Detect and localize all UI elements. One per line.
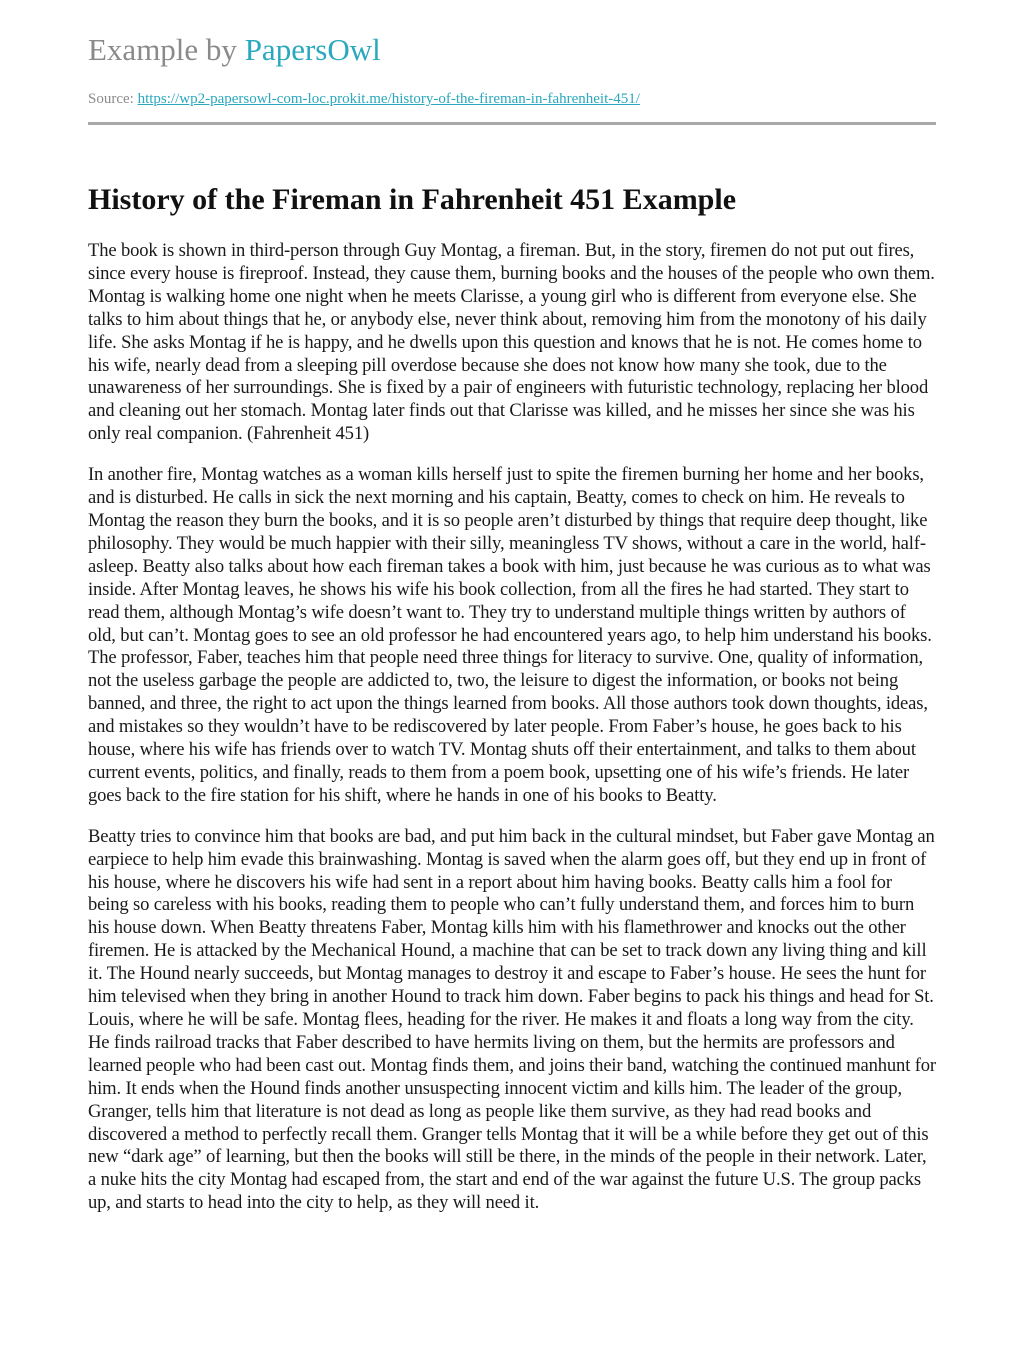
brand-header (88, 30, 381, 70)
brand-prefix: Example by (88, 32, 245, 67)
header-divider (88, 122, 936, 125)
page-title: History of the Fireman in Fahrenheit 451 Example (88, 183, 737, 216)
source-label: Source: (88, 91, 138, 107)
essay-paragraph-1: The book is shown in third-person through Guy Montag, a fireman. But, in the story, firemen do not put out fires, since every house is fireproof. Instead, they cause them, burning books and the houses of the people who own them. Montag is walking home one night when he meets Clarisse, a young girl who is different from everyone else. She talks to him about things that he, or anybody else, never think about, removing him from the monotony of his daily life. She asks Montag if he is happy, and he dwells upon this question and knows that he is not. He comes home to his wife, nearly dead from a sleeping pill overdose because she does not know how many she took, due to the unawareness of her surroundings. She is fixed by a pair of engineers with futuristic technology, replacing her blood and cleaning out her stomach. Montag later finds out that Clarisse was killed, and he misses her since she was his only real companion. (Fahrenheit 451) (88, 240, 935, 445)
essay-paragraph-2: In another fire, Montag watches as a woman kills herself just to spite the firemen burning her home and her books, and is disturbed. He calls in sick the next morning and his captain, Beatty, comes to check on him. He reveals to Montag the reason they burn the books, and it is so people aren’t disturbed by things that require deep thought, like philosophy. They would be much happier with their silly, meaningless TV shows, without a care in the world, half-asleep. Beatty also talks about how each fireman takes a book with him, just because he was curious as to what was inside. After Montag leaves, he shows his wife his book collection, from all the fires he had started. They start to read them, although Montag’s wife doesn’t want to. They try to understand multiple things written by authors of old, but can’t. Montag goes to see an old professor he had encountered years ago, to help him understand his books. The professor, Faber, teaches him that people need three things for literacy to survive. One, quality of information, not the useless garbage the people are addicted to, two, the leisure to digest the information, or books not being banned, and three, the right to act upon the things learned from books. All those authors took down thoughts, ideas, and mistakes so they wouldn’t have to be rediscovered by later people. From Faber’s house, he goes back to his house, where his wife has friends over to watch TV. Montag shuts off their entertainment, and talks to them about current events, politics, and finally, reads to them from a poem book, upsetting one of his wife’s friends. He later goes back to the fire station for his shift, where he hands in one of his books to Beatty. (88, 464, 932, 806)
source-link[interactable]: https://wp2-papersowl-com-loc.prokit.me/history-of-the-fireman-in-fahrenheit-451/ (137, 91, 640, 107)
essay-paragraph-3: Beatty tries to convince him that books are bad, and put him back in the cultural mindset, but Faber gave Montag an earpiece to help him evade this brainwashing. Montag is saved when the alarm goes off, but they end up in front of his house, where he discovers his wife had sent in a report about him having books. Beatty calls him a fool for being so careless with his books, reading them to people who can’t fully understand them, and forces him to burn his house down. When Beatty threatens Faber, Montag kills him with his flamethrower and knocks out the other firemen. He is attacked by the Mechanical Hound, a machine that can be set to track down any living thing and kill it. The Hound nearly succeeds, but Montag manages to destroy it and escape to Faber’s house. He sees the hunt for him televised when they bring in another Hound to track him down. Faber begins to pack his things and head for St. Louis, where he will be safe. Montag flees, heading for the river. He makes it and floats a long way from the city. He finds railroad tracks that Faber described to have hermits living on them, but the hermits are professors and learned people who had been cast out. Montag finds them, and joins their band, watching the continued manhunt for him. It ends when the Hound finds another unsuspecting innocent victim and kills him. The leader of the group, Granger, tells him that literature is not dead as long as people like them survive, as they had read books and discovered a method to perfectly recall them. Granger tells Montag that it will be a while before they get out of this new “dark age” of learning, but then the books will still be there, in the minds of the people in their network. Later, a nuke hits the city Montag had escaped from, the start and end of the war against the future U.S. The group packs up, and starts to head into the city to help, as they will need it. (88, 825, 936, 1214)
source-line (88, 89, 640, 109)
essay-body (88, 240, 936, 1233)
brand-name-link[interactable]: PapersOwl (244, 32, 381, 67)
